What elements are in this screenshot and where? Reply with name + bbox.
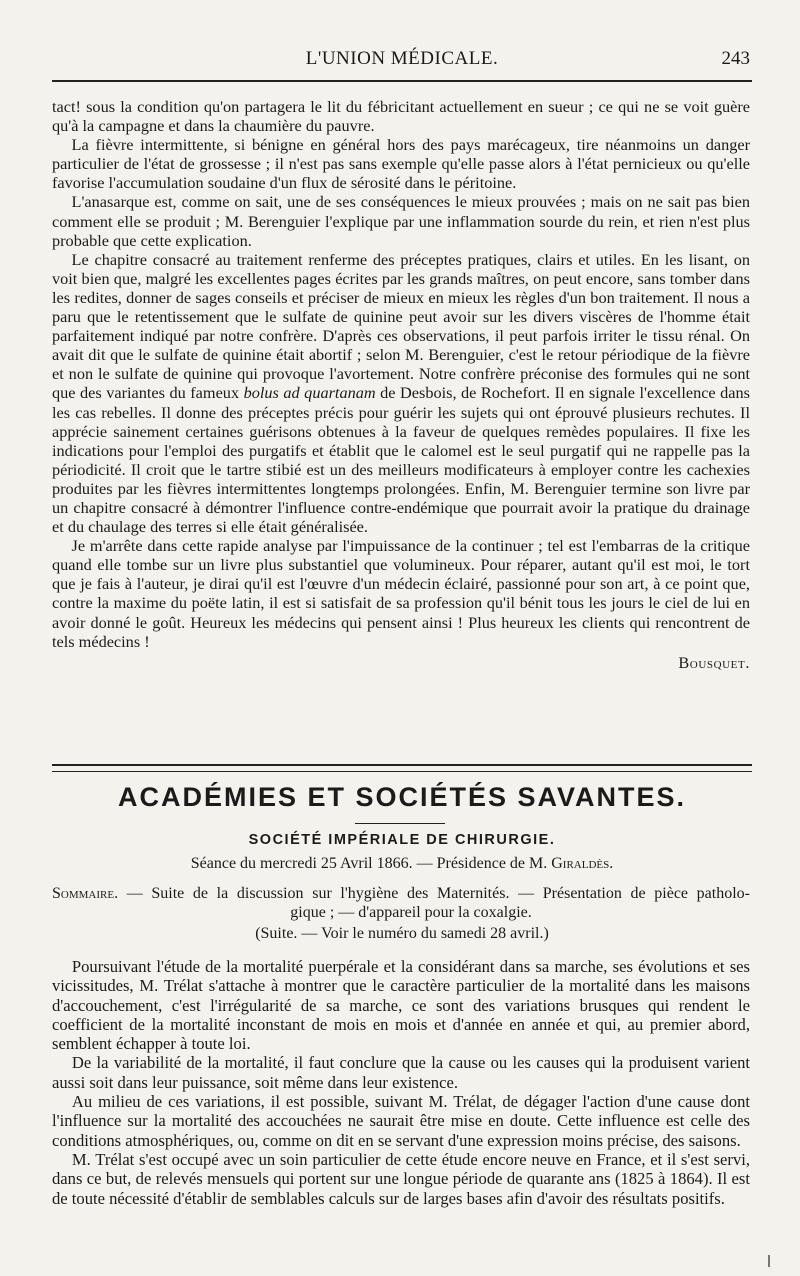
session-line xyxy=(52,855,752,873)
session-report xyxy=(52,957,750,1208)
summary-text-1: — Suite de la discussion sur l'hygiène des Maternités. — Présentation de pièce patholo- xyxy=(118,885,750,902)
title-underline xyxy=(355,823,445,824)
summary-label: Sommaire. xyxy=(52,885,119,902)
review-paragraph-3: L'anasarque est, comme on sait, une de ses conséquences le mieux prouvées ; mais on ne sait pas bien comment elle se produit ; M. Berenguier l'explique par une inflammation sourde du rein, et rien n'est plus probable que cette explication. xyxy=(52,192,750,250)
latin-formula: bolus ad quartanam xyxy=(243,383,376,403)
review-paragraph-4-tail: de Desbois, de Rochefort. Il en signale l'excellence dans les cas rebelles. Il donne des préceptes précis pour guérir les sujets qui ont éprouvé plusieurs rechutes. Il apprécie sainement certaines guérisons obtenues à la faveur de quelques remèdes populaires. Il fixe les indications pour l'emploi des purgatifs et établit que le calomel est le seul purgatif qui ne rappelle pas la périodicité. Il croit que le tartre stibié est un des meilleurs modificateurs à employer contre les cachexies produites par les fièvres intermittentes longtemps prolongées. Enfin, M. Berenguier termine son livre par un chapitre consacré à démontrer l'influence contre-endémique que pourrait avoir la pratique du drainage et du chaulage des terres si elle était généralisée. xyxy=(52,383,751,537)
scan-mark xyxy=(768,1255,770,1267)
report-paragraph-2: De la variabilité de la mortalité, il faut conclure que la cause ou les causes qui la produisent varient aussi soit dans leur puissance, soit même dans leur existence. xyxy=(52,1053,750,1092)
author-signature: Bousquet. xyxy=(678,652,750,672)
summary-line-2: gique ; — d'appareil pour la coxalgie. xyxy=(290,904,532,921)
report-paragraph-3: Au milieu de ces variations, il est possible, suivant M. Trélat, de dégager l'action d'une cause dont l'influence sur la mortalité des accouchées ne saurait être mise en doute. Cette influence est celle des conditions atmosphériques, ou, comme on dit en se servant d'une expression moins précise, des saisons. xyxy=(52,1092,750,1150)
header-rule xyxy=(52,80,752,82)
page-header xyxy=(52,46,752,74)
continuation-note: (Suite. — Voir le numéro du samedi 28 avril.) xyxy=(255,925,549,942)
report-paragraph-1: Poursuivant l'étude de la mortalité puerpérale et la considérant dans sa marche, ses évolutions et ses vicissitudes, M. Trélat s'attache à montrer que le caractère particulier de la mortalité dans les maisons d'accouchement, c'est l'irrégularité de sa marche, ce sont des variations brusques qui rendent le coefficient de la mortalité inconstant de mois en mois et d'année en année et qui, au premier abord, semblent échapper à toute loi. xyxy=(52,957,750,1054)
running-title: L'UNION MÉDICALE. xyxy=(305,48,499,69)
session-prefix: Séance du mercredi 25 Avril 1866. — Présidence de M. xyxy=(190,855,552,872)
review-paragraph-1: tact! sous la condition qu'on partagera le lit du fébricitant actuellement en sueur ; ce qui ne se voit guère qu'à la campagne et dans la chaumière du pauvre. xyxy=(52,97,750,136)
report-paragraph-4: M. Trélat s'est occupé avec un soin particulier de cette étude encore neuve en France, et il s'est servi, dans ce but, de relevés mensuels qui portent sur une longue période de quarante ans (1825 à 1864). Il est de toute nécessité d'établir de semblables calculs sur de larges bases afin d'avoir des résultats positifs. xyxy=(52,1149,750,1208)
society-title: SOCIÉTÉ IMPÉRIALE DE CHIRURGIE. xyxy=(248,832,556,848)
review-paragraph-2: La fièvre intermittente, si bénigne en général hors des pays marécageux, tire néanmoins un danger particulier de l'état de grossesse ; il n'est pas sans exemple qu'elle passe alors à l'état pernicieux ou qu'elle favorise l'accumulation soudaine d'un flux de sérosité dans le péritoine. xyxy=(52,135,750,193)
session-suffix: . xyxy=(609,855,614,872)
page-number: 243 xyxy=(721,48,750,69)
president-name: Giraldès xyxy=(551,855,610,872)
session-summary xyxy=(52,884,750,922)
review-paragraph-4-text: Le chapitre consacré au traitement renferme des préceptes pratiques, clairs et utiles. En les lisant, on voit bien que, malgré les excellentes pages écrites par les grands maîtres, on peut encore, sans tomber dans les redites, donner de sages conseils et préciser de mieux en mieux les règles d'un bon traitement. Il nous a paru que le retentissement que le sulfate de quinine peut avoir sur les divers viscères de l'homme était parfaitement indiqué par notre confrère. D'après ces observations, il peut parfois irriter le tissu rénal. On avait dit que le sulfate de quinine était abortif ; selon M. Berenguier, c'est le retour périodique de la fièvre et non le sulfate de quinine qui provoque l'avortement. Notre confrère préconise des formules qui ne sont que des variantes du fameux xyxy=(52,249,750,403)
review-paragraph-5: Je m'arrête dans cette rapide analyse par l'impuissance de la continuer ; tel est l'embarras de la critique quand elle tombe sur un livre plus substantiel que volumineux. Pour réparer, autant qu'il est moi, le tort que je fais à l'auteur, je dirai qu'il est l'œuvre d'un médecin éclairé, passionné pour son art, à ce point que, contre la maxime du poëte latin, il est si satisfait de sa profession qu'il bénit tous les jours le ciel de lui en avoir donné le goût. Heureux les médecins qui pensent ainsi ! Plus heureux les clients qui rencontrent de tels médecins ! xyxy=(52,536,750,651)
review-paragraph-4 xyxy=(52,250,750,536)
book-review xyxy=(52,97,750,672)
section-title: ACADÉMIES ET SOCIÉTÉS SAVANTES. xyxy=(117,782,687,812)
summary-line-1 xyxy=(52,884,750,903)
section-separator xyxy=(52,764,752,772)
